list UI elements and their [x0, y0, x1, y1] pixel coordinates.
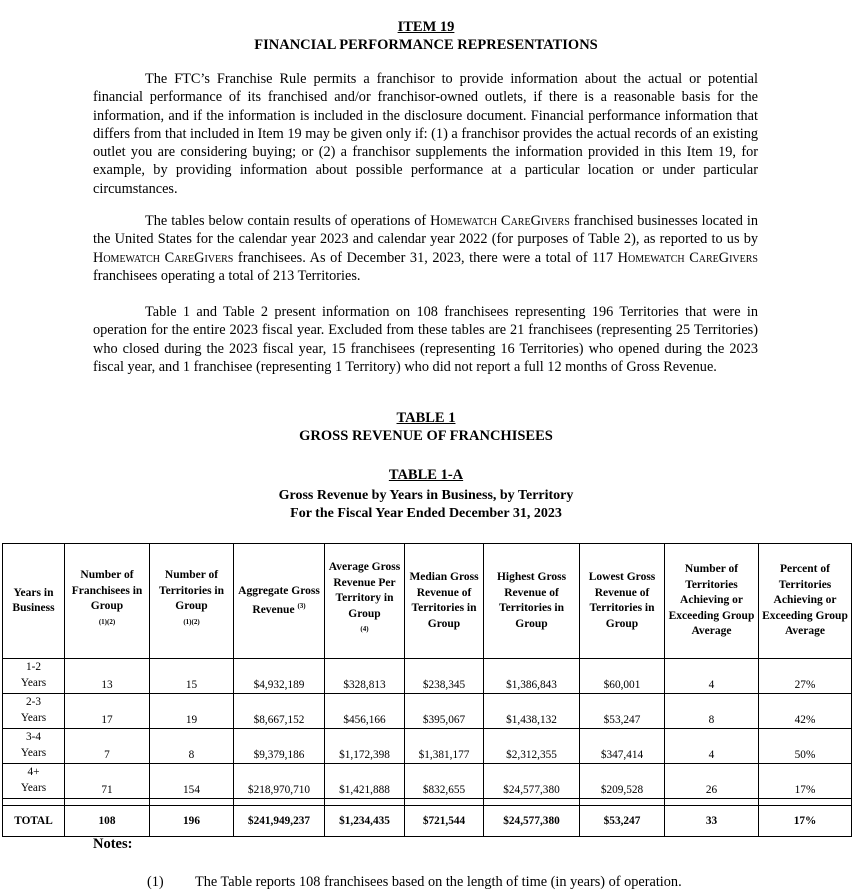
table-row: [3, 694, 852, 729]
table-cell: 33: [665, 806, 759, 837]
table-cell: [234, 799, 325, 806]
gross-revenue-table: [2, 543, 852, 837]
table-cell: $218,970,710: [234, 764, 325, 799]
table-cell: $1,172,398: [325, 729, 405, 764]
table-cell: 26: [665, 764, 759, 799]
table-cell: 196: [150, 806, 234, 837]
table1a-subtitle: Gross Revenue by Years in Business, by Territory: [278, 488, 574, 503]
table-cell: 27%: [759, 659, 852, 694]
table-cell: $395,067: [405, 694, 484, 729]
col-average: Average Gross Revenue Per Territory in Group $^{(4)}$: [325, 544, 405, 659]
table-cell: $1,381,177: [405, 729, 484, 764]
table-cell: 4: [665, 729, 759, 764]
col-territories: Number of Territories in Group $^{(1)(2)}$: [150, 544, 234, 659]
results-paragraph: The tables below contain results of operations of Homewatch CareGivers franchised businesses located in the United States for the calendar year 2023 and calendar year 2022 (for purposes of Table 2), as reported to us by Homewatch CareGivers franchisees. As of December 31, 2023, there were a total of 117 Homewatch CareGivers franchisees operating a total of 213 Territories.: [93, 213, 758, 284]
table-cell: [580, 799, 665, 806]
table-cell: 8: [150, 729, 234, 764]
scope-paragraph: Table 1 and Table 2 present information on 108 franchisees representing 196 Territories that were in operation for the entire 2023 fiscal year. Excluded from these tables are 21 franchisees (representing 25 Territories) who closed during the 2023 fiscal year, 15 franchisees (representing 16 Territories) who opened during the 2023 fiscal year, and 1 franchisee (representing 1 Territory) who did not report a full 12 months of Gross Revenue.: [93, 304, 758, 375]
table-cell: $8,667,152: [234, 694, 325, 729]
table-cell: $53,247: [580, 806, 665, 837]
table-cell: 15: [150, 659, 234, 694]
table-cell: $1,386,843: [484, 659, 580, 694]
table-cell: $24,577,380: [484, 806, 580, 837]
table-cell: 2-3 Years: [3, 694, 65, 729]
table-cell: $721,544: [405, 806, 484, 837]
table-cell: $347,414: [580, 729, 665, 764]
table-cell: 4: [665, 659, 759, 694]
table-cell: $209,528: [580, 764, 665, 799]
table-cell: $24,577,380: [484, 764, 580, 799]
col-highest: Highest Gross Revenue of Territories in Group: [484, 544, 580, 659]
table-cell: 19: [150, 694, 234, 729]
table-cell: $1,421,888: [325, 764, 405, 799]
table-cell: [405, 799, 484, 806]
brand-name: Homewatch CareGivers: [93, 249, 234, 266]
table-cell: 71: [65, 764, 150, 799]
table-cell: 154: [150, 764, 234, 799]
intro-paragraph: The FTC’s Franchise Rule permits a franchisor to provide information about the actual or potential financial performance of its franchised and/or franchisor-owned outlets, if there is a reasonable basis for the information, and if the information is included in the disclosure document. Financial performance information that differs from that included in Item 19 may be given only if: (1) a franchisor provides the actual records of an existing outlet you are considering buying; or (2) a franchisor supplements the information provided in this Item 19, for example, by providing information about possible performance at a particular location or under particular circumstances.: [93, 71, 758, 197]
table1-label: TABLE 1: [396, 410, 456, 426]
page-title: FINANCIAL PERFORMANCE REPRESENTATIONS: [254, 37, 598, 53]
table-cell: TOTAL: [3, 806, 65, 837]
table1a-period: For the Fiscal Year Ended December 31, 2023: [290, 506, 562, 521]
col-lowest: Lowest Gross Revenue of Territories in Group: [580, 544, 665, 659]
table-cell: $328,813: [325, 659, 405, 694]
table-cell: 17%: [759, 764, 852, 799]
item-number: ITEM 19: [397, 19, 455, 35]
table-cell: 1-2 Years: [3, 659, 65, 694]
table-cell: [150, 799, 234, 806]
col-aggregate: Aggregate Gross Revenue $^{(3)}$: [234, 544, 325, 659]
table-cell: [665, 799, 759, 806]
table-cell: $9,379,186: [234, 729, 325, 764]
table-cell: $60,001: [580, 659, 665, 694]
col-achieving: Number of Territories Achieving or Exceeding Group Average: [665, 544, 759, 659]
table-cell: 108: [65, 806, 150, 837]
table-header-row: [3, 544, 852, 659]
table-spacer-row: [3, 799, 852, 806]
col-percent: Percent of Territories Achieving or Exceeding Group Average: [759, 544, 852, 659]
table-cell: 7: [65, 729, 150, 764]
col-years: Years in Business: [3, 544, 65, 659]
table-cell: $4,932,189: [234, 659, 325, 694]
table-cell: $53,247: [580, 694, 665, 729]
table-cell: $832,655: [405, 764, 484, 799]
table-row: [3, 764, 852, 799]
notes-heading: Notes:: [93, 836, 133, 852]
table-cell: [65, 799, 150, 806]
table-cell: 13: [65, 659, 150, 694]
table-cell: $238,345: [405, 659, 484, 694]
table-cell: [3, 799, 65, 806]
table-cell: [759, 799, 852, 806]
brand-name: Homewatch CareGivers: [617, 249, 758, 266]
brand-name: Homewatch CareGivers: [430, 213, 570, 229]
table-cell: $1,438,132: [484, 694, 580, 729]
table-cell: $456,166: [325, 694, 405, 729]
col-median: Median Gross Revenue of Territories in Group: [405, 544, 484, 659]
note-1: (1) The Table reports 108 franchisees based on the length of time (in years) of operation.: [147, 874, 682, 890]
table-cell: [484, 799, 580, 806]
table-cell: 17%: [759, 806, 852, 837]
table-cell: $241,949,237: [234, 806, 325, 837]
table-cell: 3-4 Years: [3, 729, 65, 764]
table-cell: $1,234,435: [325, 806, 405, 837]
table-row: [3, 659, 852, 694]
table-cell: 8: [665, 694, 759, 729]
col-franchisees: Number of Franchisees in Group $^{(1)(2)}$: [65, 544, 150, 659]
table-total-row: [3, 806, 852, 837]
table-cell: 50%: [759, 729, 852, 764]
table-cell: 42%: [759, 694, 852, 729]
table-cell: 17: [65, 694, 150, 729]
table-cell: 4+ Years: [3, 764, 65, 799]
table-row: [3, 729, 852, 764]
table1a-label: TABLE 1-A: [388, 467, 464, 483]
table1-title: GROSS REVENUE OF FRANCHISEES: [299, 428, 553, 444]
table-cell: $2,312,355: [484, 729, 580, 764]
table-cell: [325, 799, 405, 806]
